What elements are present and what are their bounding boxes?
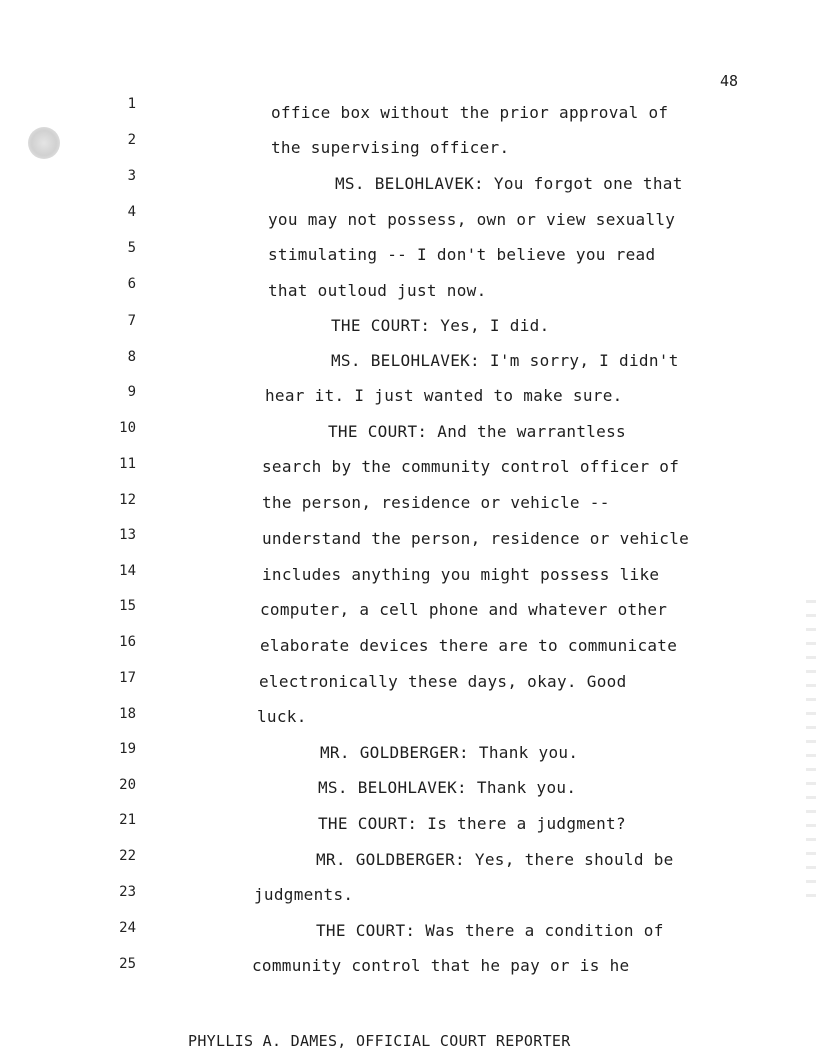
transcript-line: elaborate devices there are to communicate: [260, 636, 678, 655]
transcript-line: search by the community control officer of: [262, 457, 680, 476]
line-number: 16: [119, 634, 136, 650]
hole-punch: [28, 127, 60, 159]
transcript-line: computer, a cell phone and whatever other: [260, 600, 668, 619]
line-number: 13: [119, 527, 136, 543]
line-number: 20: [119, 777, 136, 793]
transcript-line: MS. BELOHLAVEK: I'm sorry, I didn't: [331, 351, 679, 370]
transcript-line: luck.: [257, 707, 307, 726]
line-number: 5: [127, 240, 136, 256]
transcript-line: THE COURT: And the warrantless: [328, 422, 626, 441]
transcript-line: hear it. I just wanted to make sure.: [265, 386, 623, 405]
transcript-line: includes anything you might possess like: [262, 565, 660, 584]
scan-marks: [806, 600, 816, 900]
transcript-line: MR. GOLDBERGER: Thank you.: [320, 743, 579, 762]
line-number: 10: [119, 420, 136, 436]
footer-reporter: PHYLLIS A. DAMES, OFFICIAL COURT REPORTER: [188, 1032, 571, 1050]
transcript-line: you may not possess, own or view sexually: [268, 210, 676, 229]
transcript-line: MS. BELOHLAVEK: You forgot one that: [335, 174, 683, 193]
line-number: 21: [119, 812, 136, 828]
line-number: 15: [119, 598, 136, 614]
transcript-line: understand the person, residence or vehicle: [262, 529, 690, 548]
transcript-line: THE COURT: Was there a condition of: [316, 921, 664, 940]
line-number: 18: [119, 706, 136, 722]
transcript-line: THE COURT: Is there a judgment?: [318, 814, 626, 833]
line-number: 14: [119, 563, 136, 579]
transcript-line: that outloud just now.: [268, 281, 487, 300]
page-number: 48: [720, 72, 739, 90]
transcript-line: MR. GOLDBERGER: Yes, there should be: [316, 850, 674, 869]
transcript-line: community control that he pay or is he: [252, 956, 630, 975]
line-number: 17: [119, 670, 136, 686]
transcript-line: MS. BELOHLAVEK: Thank you.: [318, 778, 577, 797]
transcript-line: stimulating -- I don't believe you read: [268, 245, 656, 264]
transcript-line: judgments.: [254, 885, 354, 904]
line-number: 23: [119, 884, 136, 900]
line-number: 11: [119, 456, 136, 472]
transcript-line: THE COURT: Yes, I did.: [331, 316, 550, 335]
transcript-line: office box without the prior approval of: [271, 103, 669, 122]
line-number: 7: [127, 313, 136, 329]
line-number: 22: [119, 848, 136, 864]
line-number: 12: [119, 492, 136, 508]
line-number: 9: [127, 384, 136, 400]
line-number: 6: [127, 276, 136, 292]
transcript-line: the person, residence or vehicle --: [262, 493, 610, 512]
transcript-line: electronically these days, okay. Good: [259, 672, 627, 691]
line-number: 8: [127, 349, 136, 365]
line-number: 2: [127, 132, 136, 148]
line-number: 19: [119, 741, 136, 757]
line-number: 4: [127, 204, 136, 220]
line-number: 1: [127, 96, 136, 112]
line-number: 3: [127, 168, 136, 184]
line-number: 25: [119, 956, 136, 972]
transcript-line: the supervising officer.: [271, 138, 510, 157]
line-number: 24: [119, 920, 136, 936]
